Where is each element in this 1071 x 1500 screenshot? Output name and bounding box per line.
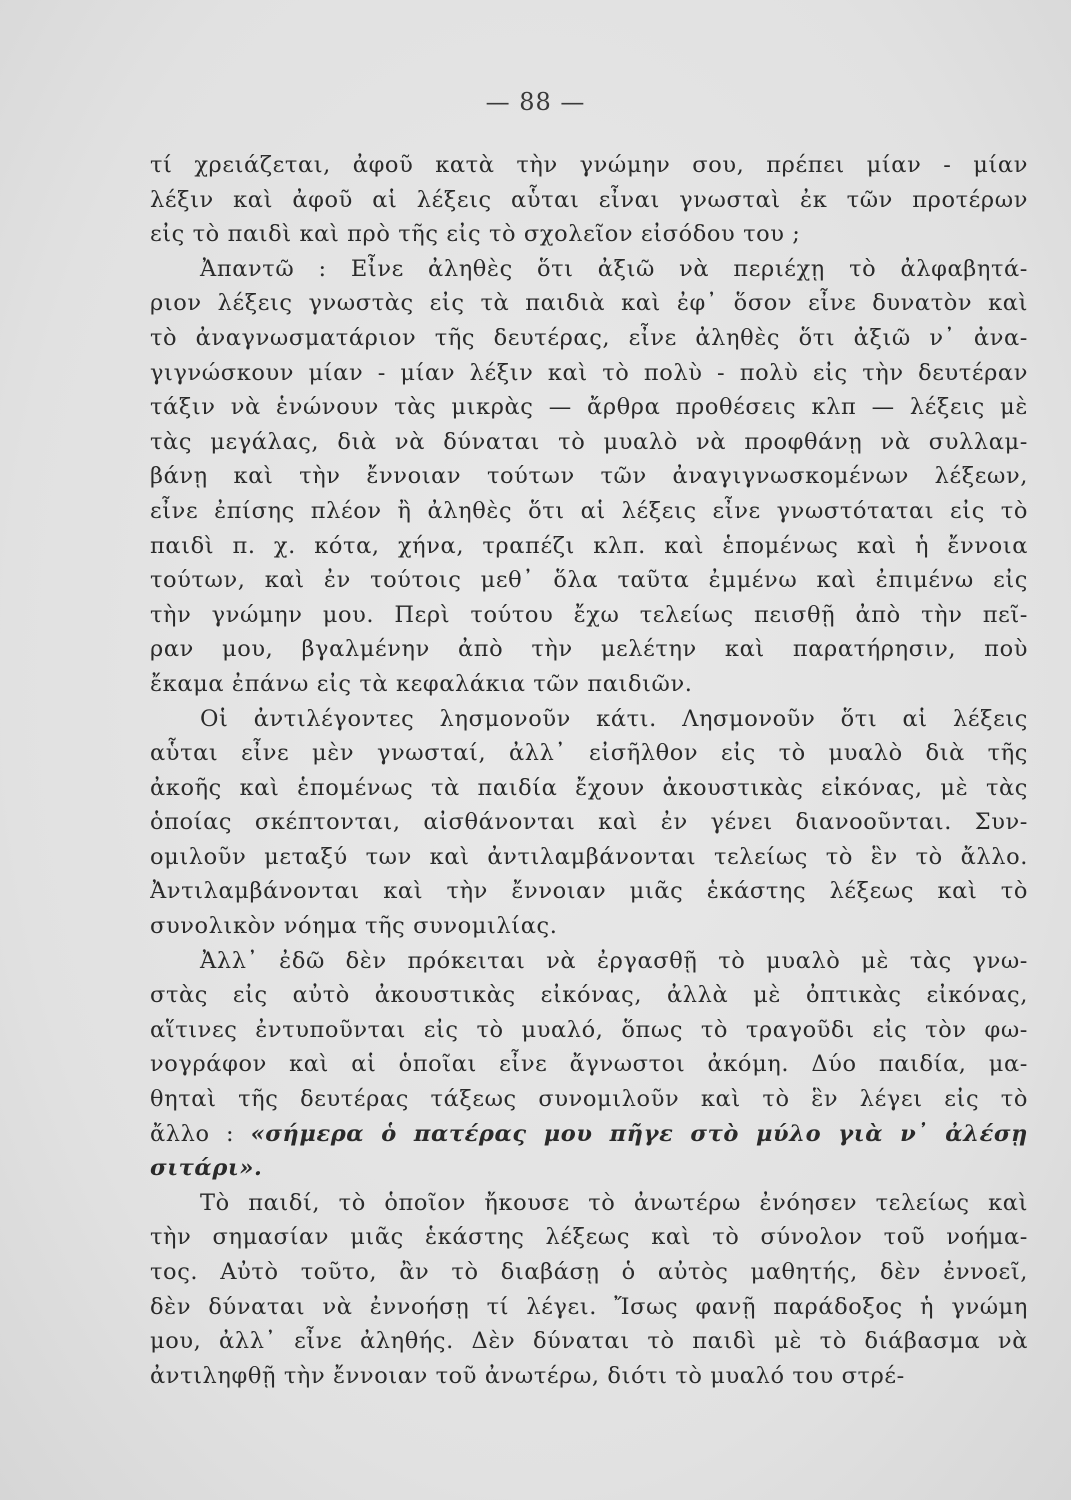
text-line [150,148,1030,183]
body-text [150,148,1030,1393]
text-line [150,252,1030,287]
text-line [150,494,1030,529]
line-text: Οἱ ἀντιλέγοντες λησμονοῦν κάτι. Λησμονοῦν ὅτι αἱ λέξεις [200,705,1028,732]
text-line [150,1255,1030,1290]
text-line [150,840,1030,875]
line-text: τούτων, καὶ ἐν τούτοις μεθ᾽ ὅλα ταῦτα ἐμμένω καὶ ἐπιμένω εἰς [150,567,1028,594]
text-line [150,1013,1030,1048]
line-text: μου, ἀλλ᾽ εἶνε ἀληθής. Δὲν δύναται τὸ παιδὶ μὲ τὸ διάβασμα νὰ [150,1328,1028,1355]
text-line [150,1290,1030,1325]
line-text: αὗται εἶνε μὲν γνωσταί, ἀλλ᾽ εἰσῆλθον εἰς τὸ μυαλὸ διὰ τῆς [150,740,1028,767]
line-text: γιγνώσκουν μίαν - μίαν λέξιν καὶ τὸ πολὺ - πολὺ εἰς τὴν δευτέραν [150,359,1028,386]
line-text: παιδὶ π. χ. κότα, χήνα, τραπέζι κλπ. καὶ ἑπομένως καὶ ἡ ἔννοια [150,532,1028,559]
line-text: τάξιν νὰ ἑνώνουν τὰς μικρὰς — ἄρθρα προθέσεις κλπ — λέξεις μὲ [150,394,1028,421]
line-text: ραν μου, βγαλμένην ἀπὸ τὴν μελέτην καὶ παρατήρησιν, ποὺ [150,636,1028,663]
line-text: τος. Αὐτὸ τοῦτο, ἂν τὸ διαβάσῃ ὁ αὐτὸς μαθητής, δὲν ἐννοεῖ, [150,1259,1028,1285]
text-line [150,805,1030,840]
line-text: αἵτινες ἐντυποῦνται εἰς τὸ μυαλό, ὅπως τὸ τραγοῦδι εἰς τὸν φω- [150,1016,1028,1043]
line-text: θηταὶ τῆς δευτέρας τάξεως συνομιλοῦν καὶ τὸ ἓν λέγει εἰς τὸ [150,1086,1028,1113]
page-number: — 88 — [485,88,586,116]
text-line [150,1151,1030,1186]
text-line [150,1082,1030,1117]
text-line [150,978,1030,1013]
text-line [150,909,1030,944]
line-text: στὰς εἰς αὐτὸ ἀκουστικὰς εἰκόνας, ἀλλὰ μὲ ὀπτικὰς εἰκόνας, [150,982,1028,1009]
line-text: τὸ ἀναγνωσματάριον τῆς δευτέρας, εἶνε ἀληθὲς ὅτι ἀξιῶ ν᾽ ἀνα- [150,324,1028,351]
text-line [150,874,1030,909]
line-text: λέξιν καὶ ἀφοῦ αἱ λέξεις αὗται εἶναι γνωσταὶ ἐκ τῶν προτέρων [150,186,1028,213]
line-text: δὲν δύναται νὰ ἐννοήσῃ τί λέγει. Ἴσως φανῇ παράδοξος ἡ γνώμη [150,1293,1028,1320]
emphasized-quote: σιτάρι». [150,1155,263,1182]
text-line [150,944,1030,979]
line-text: Τὸ παιδί, τὸ ὁποῖον ἤκουσε τὸ ἀνωτέρω ἐνόησεν τελείως καὶ [200,1189,1028,1216]
text-line [150,667,1030,702]
text-line [150,632,1030,667]
line-text: συνολικὸν νόημα τῆς συνομιλίας. [150,913,558,940]
line-text: ἀντιληφθῇ τὴν ἔννοιαν τοῦ ἀνωτέρω, διότι τὸ μυαλό του στρέ- [150,1362,905,1389]
text-line [150,1324,1030,1359]
line-text: ἔκαμα ἐπάνω εἰς τὰ κεφαλάκια τῶν παιδιῶν. [150,670,693,697]
text-line [150,1220,1030,1255]
text-line [150,356,1030,391]
text-line [150,702,1030,737]
line-text: νογράφον καὶ αἱ ὁποῖαι εἶνε ἄγνωστοι ἀκόμη. Δύο παιδία, μα- [150,1051,1028,1078]
line-text: Ἀντιλαμβάνονται καὶ τὴν ἔννοιαν μιᾶς ἑκάστης λέξεως καὶ τὸ [150,878,1028,905]
line-text: ομιλοῦν μεταξύ των καὶ ἀντιλαμβάνονται τελείως τὸ ἓν τὸ ἄλλο. [150,843,1028,870]
text-line [150,286,1030,321]
text-line [150,736,1030,771]
text-line [150,217,1030,252]
text-line [150,529,1030,564]
line-text: Ἀπαντῶ : Εἶνε ἀληθὲς ὅτι ἀξιῶ νὰ περιέχῃ τὸ ἀλφαβητά- [200,255,1028,282]
text-line [150,425,1030,460]
line-text: ὁποίας σκέπτονται, αἰσθάνονται καὶ ἐν γένει διανοοῦνται. Συν- [150,809,1028,836]
text-line [150,771,1030,806]
text-line [150,183,1030,218]
line-text: τὰς μεγάλας, διὰ νὰ δύναται τὸ μυαλὸ νὰ προφθάνῃ νὰ συλλαμ- [150,428,1028,455]
line-text: εἰς τὸ παιδὶ καὶ πρὸ τῆς εἰς τὸ σχολεῖον εἰσόδου του ; [150,221,801,248]
text-line [150,1186,1030,1221]
line-text: εἶνε ἐπίσης πλέον ἢ ἀληθὲς ὅτι αἱ λέξεις εἶνε γνωστόταται εἰς τὸ [150,497,1028,524]
text-line [150,1359,1030,1394]
emphasized-quote: «σήμερα ὁ πατέρας μου πῆγε στὸ μύλο γιὰ ν᾽ ἀλέσῃ [250,1120,1028,1147]
text-line [150,459,1030,494]
line-text: τὴν γνώμην μου. Περὶ τούτου ἔχω τελείως πεισθῇ ἀπὸ τὴν πεῖ- [150,601,1028,628]
text-line [150,563,1030,598]
text-line [150,1117,1030,1152]
text-line [150,321,1030,356]
text-line [150,1047,1030,1082]
line-text: τὴν σημασίαν μιᾶς ἑκάστης λέξεως καὶ τὸ σύνολον τοῦ νοήμα- [150,1224,1028,1251]
line-text: βάνῃ καὶ τὴν ἔννοιαν τούτων τῶν ἀναγιγνωσκομένων λέξεων, [150,463,1028,490]
line-text: ἄλλο : [150,1120,251,1147]
line-text: Ἀλλ᾽ ἐδῶ δὲν πρόκειται νὰ ἐργασθῇ τὸ μυαλὸ μὲ τὰς γνω- [200,947,1028,974]
line-text: τί χρειάζεται, ἀφοῦ κατὰ τὴν γνώμην σου, πρέπει μίαν - μίαν [150,152,1028,178]
line-text: ριον λέξεις γνωστὰς εἰς τὰ παιδιὰ καὶ ἐφ᾽ ὅσον εἶνε δυνατὸν καὶ [150,290,1028,317]
line-text: ἀκοῆς καὶ ἑπομένως τὰ παιδία ἔχουν ἀκουστικὰς εἰκόνας, μὲ τὰς [150,774,1028,801]
text-line [150,390,1030,425]
text-line [150,598,1030,633]
